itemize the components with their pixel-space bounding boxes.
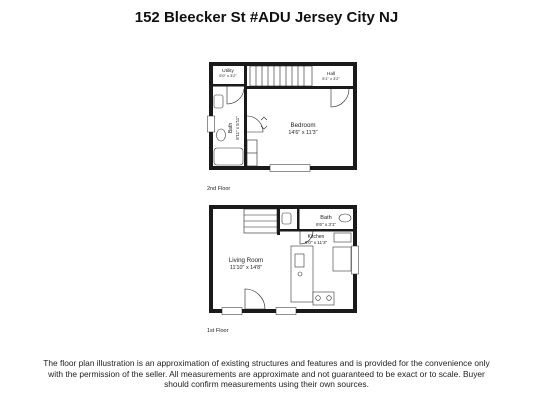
second-floor-plan [208,62,358,172]
interior-wall [277,209,280,235]
room-name: Bedroom [290,122,316,129]
door-swing [245,289,265,309]
room-name: Bath [228,122,234,134]
window [270,165,310,172]
room-dims: 6'0" x 11'3" [304,240,328,245]
room-dims: 5'0" x 3'2" [219,73,237,78]
room-name: Bath [320,215,332,221]
interior-wall [280,229,353,232]
room-name: Kitchen [307,234,325,240]
door-swing [331,89,349,107]
room-name: Hall [326,72,336,77]
exterior-wall [209,205,213,313]
stove [313,292,334,305]
interior-wall [247,86,353,89]
room-dims: 6'6" x 3'1" [315,222,337,227]
interior-wall [213,84,244,87]
staircase [250,66,312,86]
room-name: Utility [222,69,234,74]
room-dims: 14'6" x 11'3" [288,130,318,136]
door-swing [227,87,244,105]
first-floor-plan [209,205,359,315]
toilet [217,129,226,141]
room-dims: 8'11" x 5'11" [235,116,240,140]
interior-wall [244,66,247,166]
interior-wall [297,209,300,229]
sink [282,213,291,224]
window [208,116,215,132]
disclaimer-text: The floor plan illustration is an approximation of existing structures and features and is provided for the convenience only with the permission of the seller. All measurements are approximate and not guaranteed to be exact or to scale. Buyer should confirm measurements using their own sources. [43,358,490,390]
exterior-wall [353,62,357,170]
room-dims: 11'10" x 14'8" [229,265,263,271]
room-dims: 5'1" x 3'2" [322,76,340,81]
floor-label: 1st Floor [207,328,229,334]
staircase [244,209,277,233]
floor-label: 2nd Floor [207,186,231,192]
page-title: 152 Bleecker St #ADU Jersey City NJ [134,9,399,26]
window [222,308,242,315]
water-heater [334,233,351,242]
closet-door-marks [261,117,267,129]
exterior-wall [209,62,357,66]
toilet [339,214,351,222]
room-name: Living Room [228,257,264,264]
kitchen-sink [295,254,304,267]
window [352,246,359,274]
window [276,308,296,315]
faucet [298,272,302,276]
refrigerator [333,247,351,271]
exterior-wall [209,205,357,209]
bathtub [214,148,243,165]
sink [214,95,223,108]
door-swing [247,116,263,132]
